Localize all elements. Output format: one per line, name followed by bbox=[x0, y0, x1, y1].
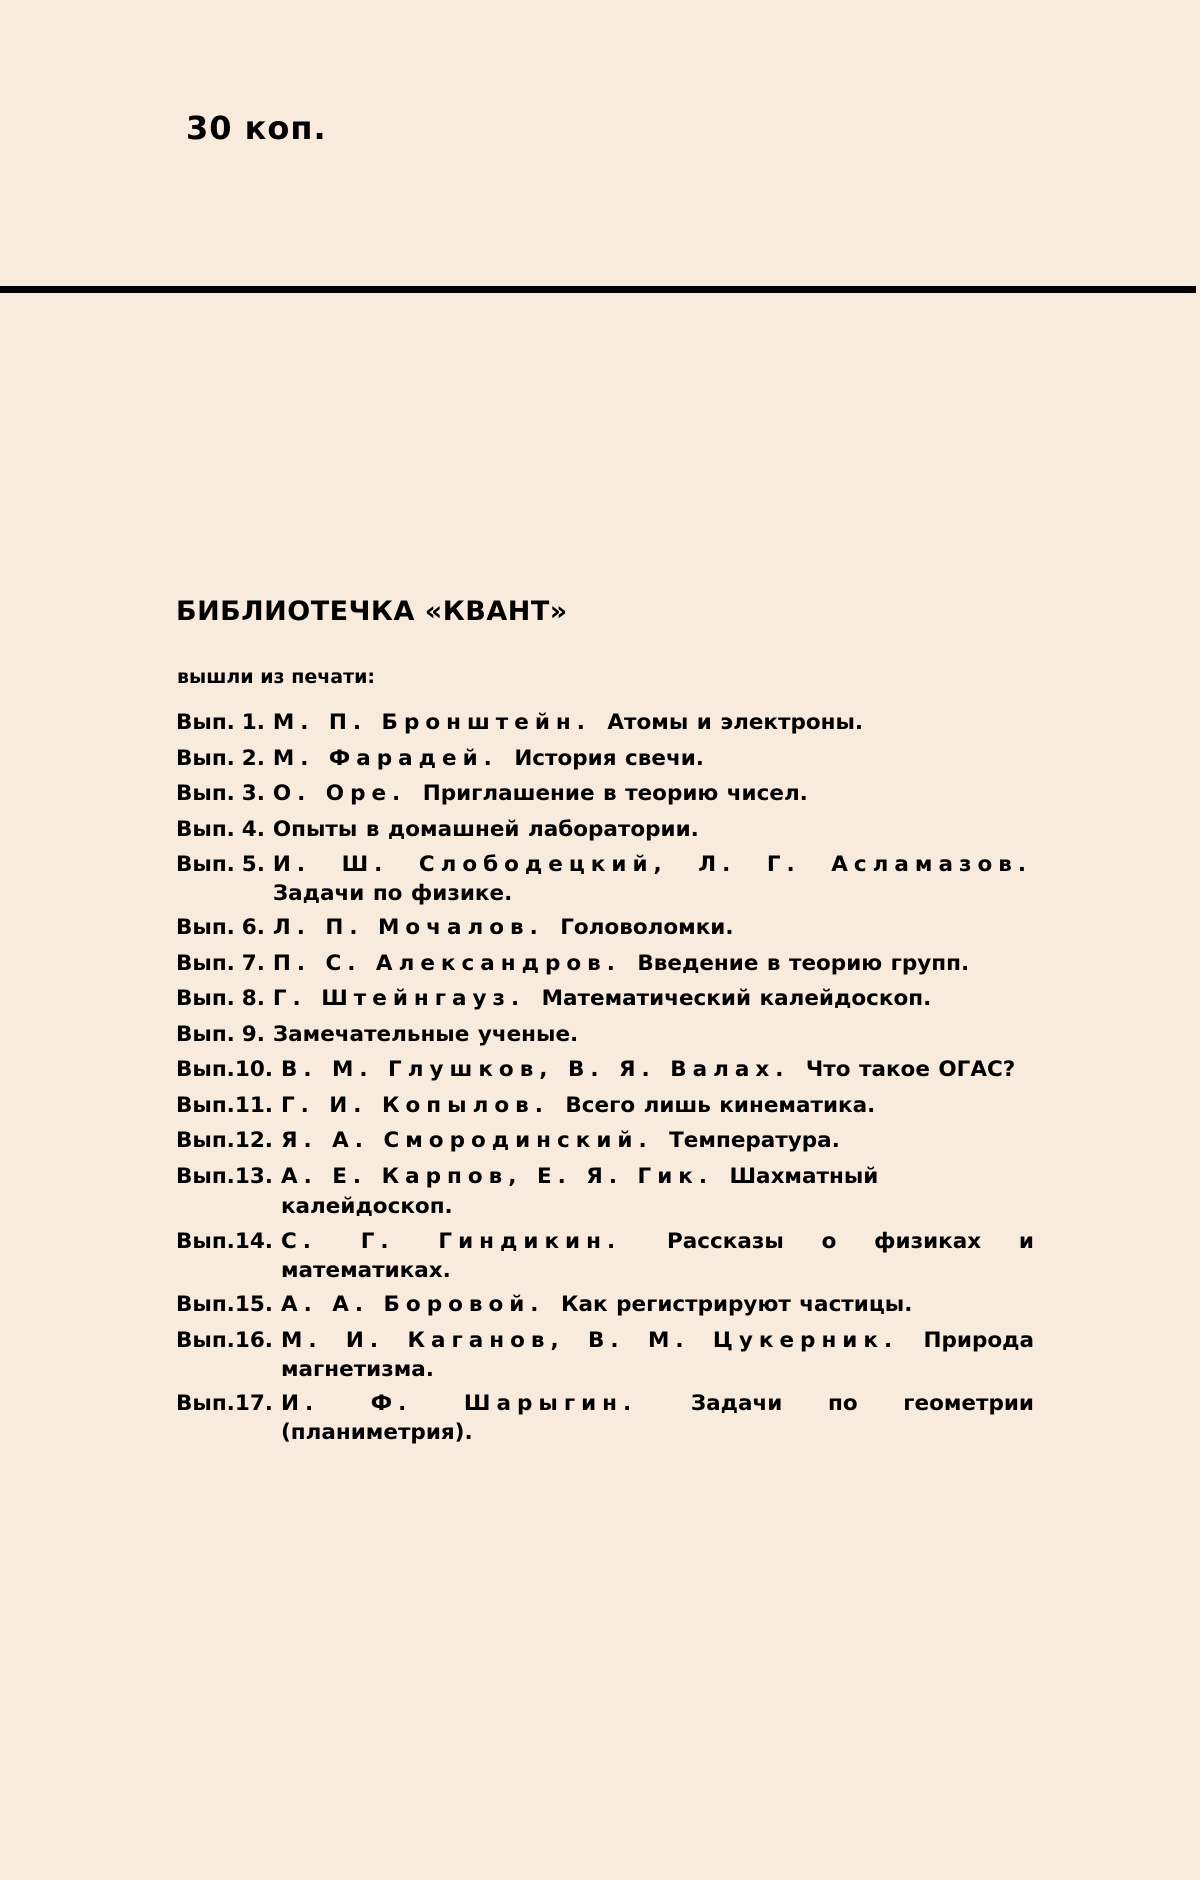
issue-item: Вып. 15. А. А. Боровой. Как регистрируют частицы. bbox=[176, 1290, 1034, 1320]
issue-number: 17 bbox=[234, 1390, 265, 1416]
issue-list bbox=[176, 708, 1034, 1452]
issue-number: 12 bbox=[234, 1128, 265, 1153]
issue-item: Вып. 3. О. Оре. Приглашение в теорию чисел. bbox=[176, 779, 1034, 809]
issue-author: М. Фарадей. bbox=[272, 745, 513, 771]
issue-prefix: Вып. bbox=[176, 852, 235, 877]
issue-author: В. М. Глушков, В. Я. Валах. bbox=[280, 1057, 804, 1082]
issue-prefix: Вып. bbox=[176, 710, 235, 735]
issue-prefix: Вып. bbox=[176, 1327, 235, 1353]
issue-number: 5 bbox=[241, 852, 257, 877]
issue-number: 10 bbox=[234, 1057, 265, 1082]
issue-title: Всего лишь кинематика. bbox=[565, 1092, 876, 1118]
issue-author: М. П. Бронштейн. bbox=[272, 710, 606, 735]
issue-prefix: Вып. bbox=[176, 781, 235, 806]
issue-number: 8 bbox=[241, 986, 257, 1011]
issue-title: Рассказы о физиках и математиках. bbox=[280, 1229, 1034, 1283]
issue-author: Г. Штейнгауз. bbox=[272, 986, 540, 1011]
issue-prefix: Вып. bbox=[176, 816, 235, 842]
issue-item: Вып. 4. Опыты в домашней лаборатории. bbox=[176, 815, 1034, 845]
issue-prefix: Вып. bbox=[176, 915, 235, 940]
issue-prefix: Вып. bbox=[176, 1021, 235, 1047]
issue-author: А. А. Боровой. bbox=[280, 1292, 559, 1317]
issue-prefix: Вып. bbox=[176, 1229, 235, 1254]
issue-item: Вып. 1. М. П. Бронштейн. Атомы и электроны. bbox=[176, 708, 1034, 738]
issue-title: Задачи по геометрии (планиметрия). bbox=[280, 1390, 1034, 1445]
issue-prefix: Вып. bbox=[176, 745, 235, 771]
issue-title: Как регистрируют частицы. bbox=[560, 1292, 913, 1317]
issue-item: Вып. 9. Замечательные ученые. bbox=[176, 1020, 1034, 1050]
issue-prefix: Вып. bbox=[176, 1292, 235, 1317]
issue-title: Задачи по физике. bbox=[272, 881, 513, 906]
issue-author: Л. П. Мочалов. bbox=[272, 915, 559, 940]
horizontal-rule bbox=[0, 286, 1196, 293]
issue-number: 7 bbox=[241, 950, 257, 976]
issue-item: Вып. 11. Г. И. Копылов. Всего лишь кинематика. bbox=[176, 1091, 1034, 1121]
price-label: 30 коп. bbox=[186, 109, 327, 147]
issue-item: Вып. 13. А. Е. Карпов, Е. Я. Гик. Шахматный калейдоскоп. bbox=[176, 1163, 879, 1219]
issue-prefix: Вып. bbox=[176, 986, 235, 1011]
issue-author: М. И. Каганов, В. М. Цукерник. bbox=[280, 1327, 922, 1353]
issue-item: Вып. 14. С. Г. Гиндикин. Рассказы о физиках и математиках. bbox=[176, 1229, 1034, 1283]
issue-title: Замечательные ученые. bbox=[272, 1021, 579, 1047]
issue-item: Вып. 8. Г. Штейнгауз. Математический калейдоскоп. bbox=[176, 984, 1034, 1014]
issue-number: 11 bbox=[234, 1092, 265, 1118]
issue-author: А. Е. Карпов, Е. Я. Гик. bbox=[280, 1163, 728, 1189]
issue-item: Вып. 17. И. Ф. Шарыгин. Задачи по геометрии (планиметрия). bbox=[176, 1390, 1034, 1445]
issue-author: О. Оре. bbox=[272, 781, 421, 806]
issue-number: 3 bbox=[241, 781, 257, 806]
issue-author: И. Ш. Слободецкий, Л. Г. Асламазов. bbox=[272, 852, 1032, 877]
issue-title: Природа магнетизма. bbox=[280, 1327, 1034, 1382]
issue-item: Вып. 5. И. Ш. Слободецкий, Л. Г. Асламазов. Задачи по физике. bbox=[176, 852, 1032, 906]
issue-title: Приглашение в теорию чисел. bbox=[422, 781, 808, 806]
issue-prefix: Вып. bbox=[176, 1390, 235, 1416]
issue-author: И. Ф. Шарыгин. bbox=[280, 1390, 689, 1416]
issue-title: Температура. bbox=[669, 1128, 840, 1153]
issue-author: С. Г. Гиндикин. bbox=[280, 1229, 665, 1254]
issue-number: 6 bbox=[241, 915, 257, 940]
issue-prefix: Вып. bbox=[176, 1128, 235, 1153]
issue-title: Введение в теорию групп. bbox=[637, 950, 970, 976]
issue-item: Вып. 12. Я. А. Смородинский. Температура. bbox=[176, 1126, 1034, 1156]
issue-title: Головоломки. bbox=[560, 915, 734, 940]
issue-title: Опыты в домашней лаборатории. bbox=[272, 816, 699, 842]
issue-item: Вып. 6. Л. П. Мочалов. Головоломки. bbox=[176, 913, 1034, 943]
issue-prefix: Вып. bbox=[176, 950, 235, 976]
series-title: БИБЛИОТЕЧКА «КВАНТ» bbox=[176, 596, 568, 627]
issue-number: 15 bbox=[234, 1292, 265, 1317]
issue-number: 1 bbox=[241, 710, 257, 735]
issue-item: Вып. 10. В. М. Глушков, В. Я. Валах. Что такое ОГАС? bbox=[176, 1055, 1034, 1085]
issue-prefix: Вып. bbox=[176, 1092, 235, 1118]
issue-number: 14 bbox=[234, 1229, 265, 1254]
issue-title: Атомы и электроны. bbox=[607, 710, 864, 735]
issue-title: История свечи. bbox=[514, 745, 704, 771]
issue-number: 13 bbox=[234, 1163, 265, 1189]
issue-item: Вып. 16. М. И. Каганов, В. М. Цукерник. Природа магнетизма. bbox=[176, 1327, 1034, 1382]
issue-title: Что такое ОГАС? bbox=[805, 1057, 1016, 1082]
issue-author: П. С. Александров. bbox=[272, 950, 636, 976]
issue-prefix: Вып. bbox=[176, 1057, 235, 1082]
issue-author: Г. И. Копылов. bbox=[280, 1092, 564, 1118]
issue-number: 16 bbox=[234, 1327, 265, 1353]
issue-author: Я. А. Смородинский. bbox=[280, 1128, 668, 1153]
issue-item: Вып. 2. М. Фарадей. История свечи. bbox=[176, 744, 1034, 774]
issue-title: Математический калейдоскоп. bbox=[541, 986, 932, 1011]
issue-number: 4 bbox=[241, 816, 257, 842]
issue-number: 9 bbox=[241, 1021, 257, 1047]
issue-item: Вып. 7. П. С. Александров. Введение в теорию групп. bbox=[176, 949, 1034, 979]
issue-prefix: Вып. bbox=[176, 1163, 235, 1189]
issue-title: Шахматный калейдоскоп. bbox=[280, 1163, 879, 1219]
published-label: вышли из печати: bbox=[177, 666, 375, 688]
issue-number: 2 bbox=[241, 745, 257, 771]
